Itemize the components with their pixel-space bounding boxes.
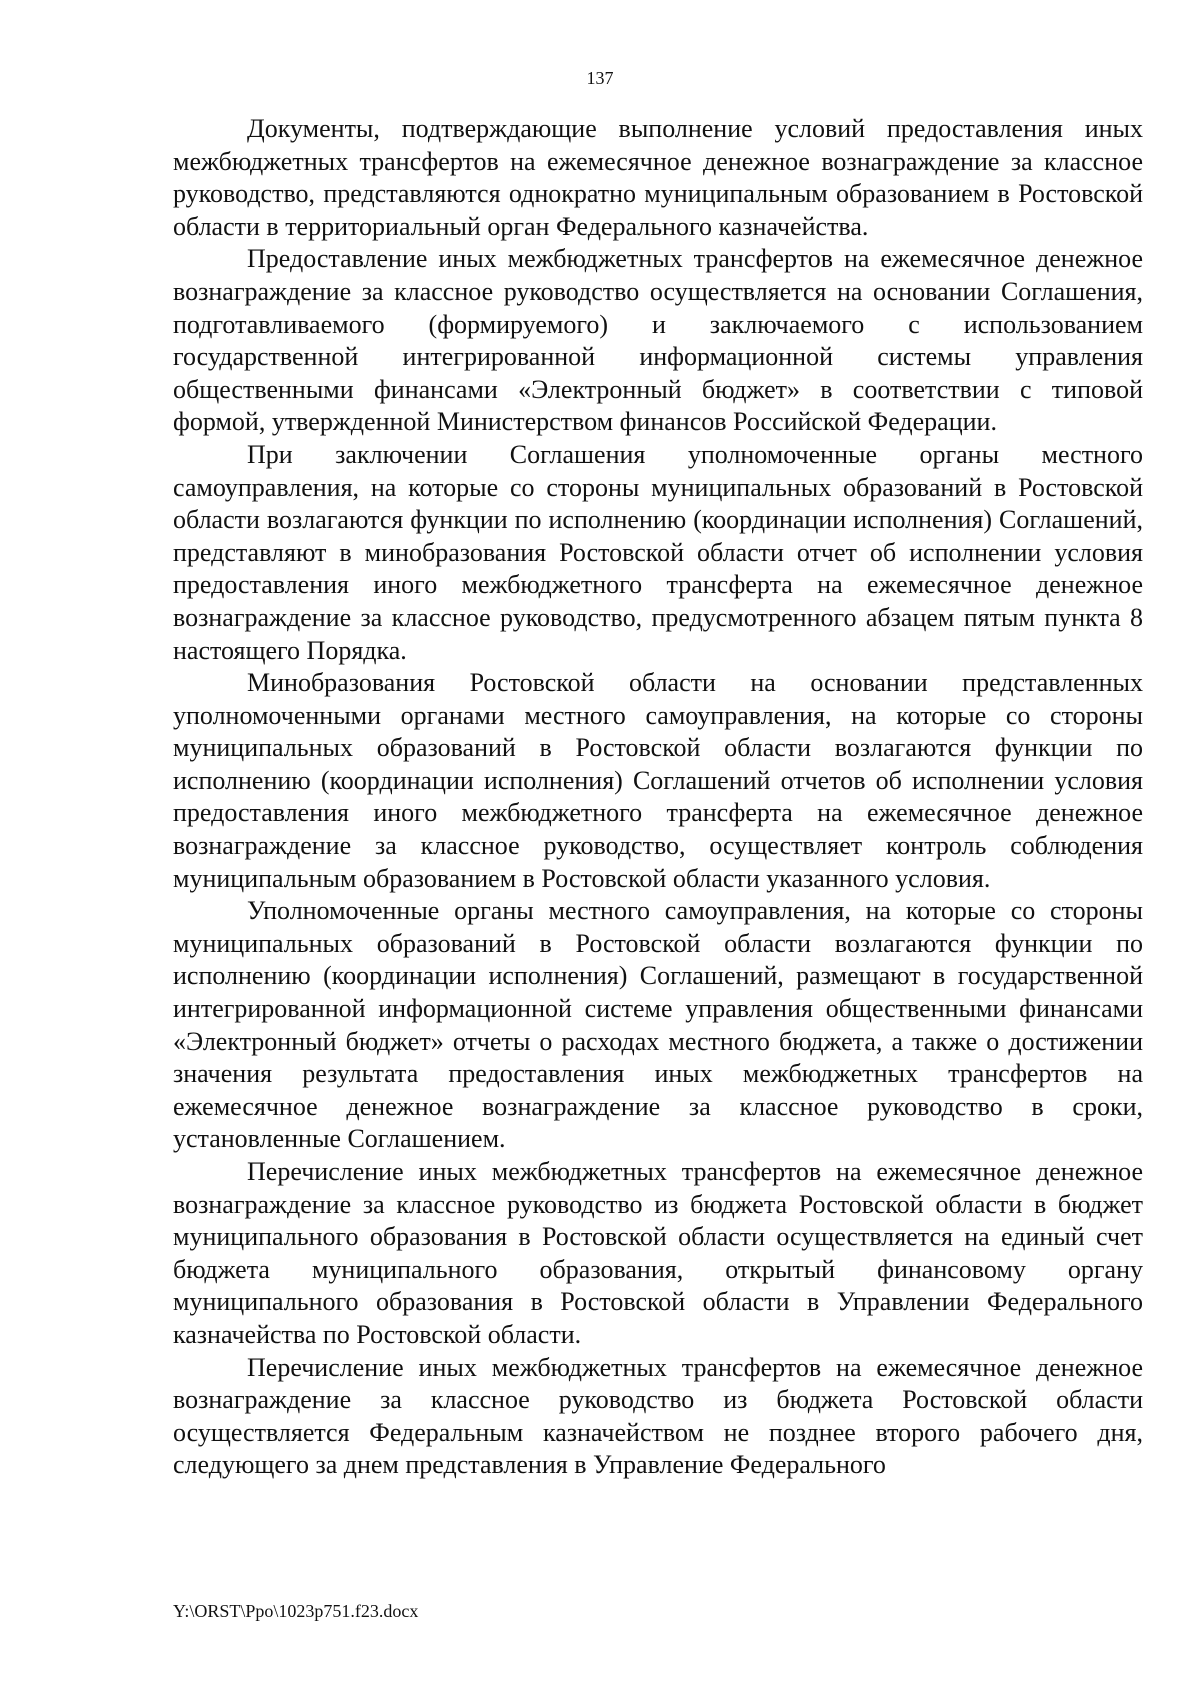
paragraph: Перечисление иных межбюджетных трансфертов на ежемесячное денежное вознаграждение за классное руководство из бюджета Ростовской области осуществляется Федеральным казначейством не позднее второго рабочего дня, следующего за днем представления в Управление Федерального bbox=[173, 1352, 1143, 1480]
paragraph: Перечисление иных межбюджетных трансфертов на ежемесячное денежное вознаграждение за классное руководство из бюджета Ростовской области в бюджет муниципального образования в Ростовской области осуществляется на единый счет бюджета муниципального образования, открытый финансовому органу муниципального образования в Ростовской области в Управлении Федерального казначейства по Ростовской области. bbox=[173, 1157, 1143, 1349]
paragraph: При заключении Соглашения уполномоченные органы местного самоуправления, на которые со стороны муниципальных образований в Ростовской области возлагаются функции по исполнению (координации исполнения) Соглашений, представляют в минобразования Ростовской области отчет об исполнении условия предоставления иного межбюджетного трансферта на ежемесячное денежное вознаграждение за классное руководство, предусмотренного абзацем пятым пункта 8 настоящего Порядка. bbox=[173, 439, 1143, 665]
page-number: 137 bbox=[586, 68, 614, 88]
paragraph: Минобразования Ростовской области на основании представленных уполномоченными органами местного самоуправления, на которые со стороны муниципальных образований в Ростовской области возлагаются функции по исполнению (координации исполнения) Соглашений отчетов об исполнении условия предоставления иного межбюджетного трансферта на ежемесячное денежное вознаграждение за классное руководство, осуществляет контроль соблюдения муниципальным образованием в Ростовской области указанного условия. bbox=[173, 668, 1143, 893]
paragraph: Предоставление иных межбюджетных трансфертов на ежемесячное денежное вознаграждение за классное руководство осуществляется на основании Соглашения, подготавливаемого (формируемого) и заключаемого с использованием государственной интегрированной информационной системы управления общественными финансами «Электронный бюджет» в соответствии с типовой формой, утвержденной Министерством финансов Российской Федерации. bbox=[173, 244, 1143, 437]
footer-file-path: Y:\ORST\Ppo\1023p751.f23.docx bbox=[173, 1601, 419, 1621]
paragraph: Документы, подтверждающие выполнение условий предоставления иных межбюджетных трансфертов на ежемесячное денежное вознаграждение за классное руководство, представляются однократно муниципальным образованием в Ростовской области в территориальный орган Федерального казначейства. bbox=[173, 114, 1143, 241]
paragraph: Уполномоченные органы местного самоуправления, на которые со стороны муниципальных образований в Ростовской области возлагаются функции по исполнению (координации исполнения) Соглашений, размещают в государственной интегрированной информационной системе управления общественными финансами «Электронный бюджет» отчеты о расходах местного бюджета, а также о достижении значения результата предоставления иных межбюджетных трансфертов на ежемесячное денежное вознаграждение за классное руководство в сроки, установленные Соглашением. bbox=[173, 896, 1143, 1154]
document-body bbox=[173, 113, 1143, 1482]
